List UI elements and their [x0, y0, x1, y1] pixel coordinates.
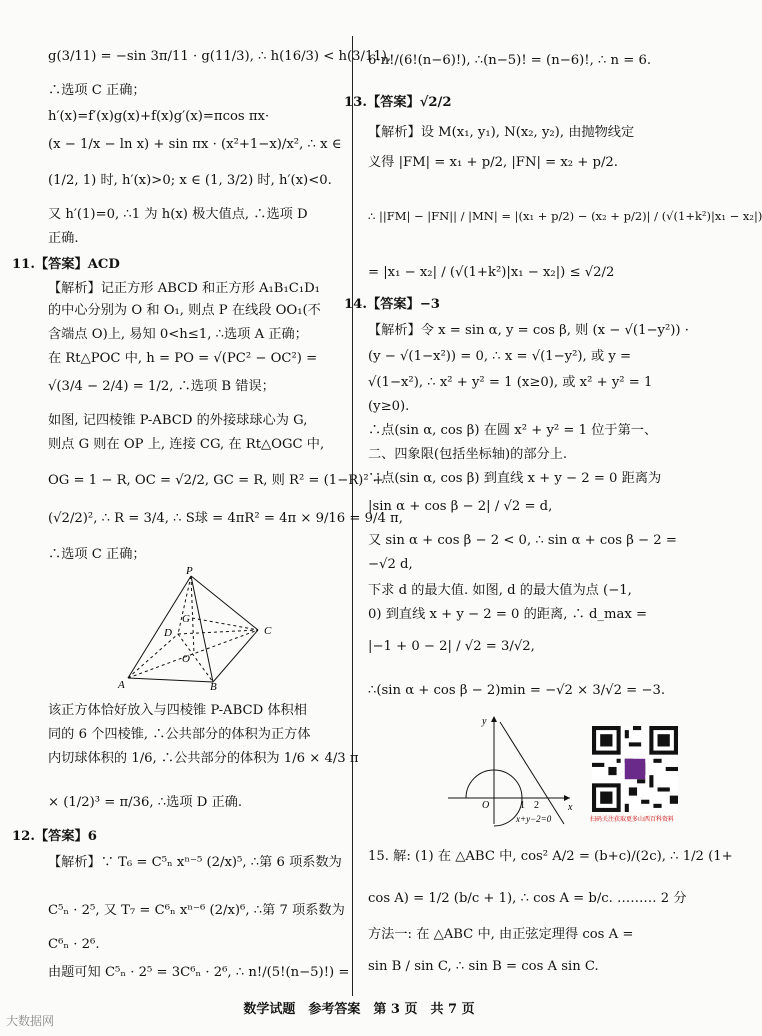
text-line: √(1−x²), ∴ x² + y² = 1 (x≥0), 或 x² + y² = 1 [368, 375, 653, 390]
fig-label-b: B [210, 681, 217, 693]
text-line: (y≥0). [368, 399, 410, 414]
text-line: 又 h′(1)=0, ∴1 为 h(x) 极大值点, ∴选项 D [48, 207, 308, 222]
text-line: C⁶ₙ · 2⁶. [48, 937, 100, 952]
text-line: = |x₁ − x₂| / (√(1+k²)|x₁ − x₂|) ≤ √2/2 [368, 265, 615, 280]
text-line: 【解析】设 M(x₁, y₁), N(x₂, y₂), 由抛物线定 [368, 125, 635, 140]
fig-label-a: A [118, 679, 125, 691]
text-line: √(3/4 − 2/4) = 1/2, ∴选项 B 错误； [48, 379, 275, 394]
text-line: 【解析】记正方形 ABCD 和正方形 A₁B₁C₁D₁ [48, 281, 320, 296]
text-line: cos A) = 1/2 (b/c + 1), ∴ cos A = b/c. ……… 2 分 [368, 891, 687, 906]
q12-answer-heading: 12.【答案】6 [12, 829, 97, 844]
text-line: ∴ ||FM| − |FN|| / |MN| = |(x₁ + p/2) − (x₂ + p/2)| / (√(1+k²)|x₁ − x₂|) [368, 209, 762, 223]
text-line: 含端点 O)上, 易知 0<h≤1, ∴选项 A 正确； [48, 327, 308, 342]
graph-label-x: x [568, 802, 573, 813]
watermark: 大数据网 [6, 1014, 55, 1028]
qr-code[interactable] [592, 726, 678, 812]
text-line: 同的 6 个四棱锥, ∴公共部分的体积为正方体 [48, 727, 311, 742]
text-line: (y − √(1−x²)) = 0, ∴ x = √(1−y²), 或 y = [368, 349, 632, 364]
text-line: (1/2, 1) 时, h′(x)>0; x ∈ (1, 3/2) 时, h′(x)<0. [48, 173, 332, 188]
text-line: 在 Rt△POC 中, h = PO = √(PC² − OC²) = [48, 351, 318, 366]
text-line: 方法一: 在 △ABC 中, 由正弦定理得 cos A = [368, 927, 634, 942]
text-line: 15. 解: (1) 在 △ABC 中, cos² A/2 = (b+c)/(2c), ∴ 1/2 (1+ [368, 849, 733, 864]
text-line: |sin α + cos β − 2| / √2 = d, [368, 499, 553, 514]
graph-label-one: 1 [520, 800, 525, 811]
text-line: |−1 + 0 − 2| / √2 = 3/√2, [368, 639, 535, 654]
text-line: 正确. [48, 231, 79, 246]
text-line: 0) 到直线 x + y − 2 = 0 的距离, ∴ d_max = [368, 607, 648, 622]
text-line: 二、四象限(包括坐标轴)的部分上. [368, 447, 568, 462]
text-line: h′(x)=f′(x)g(x)+f(x)g′(x)=πcos πx· [48, 109, 270, 124]
q14-answer-heading: 14.【答案】−3 [344, 297, 440, 312]
text-line: × (1/2)³ = π/36, ∴选项 D 正确. [48, 795, 243, 810]
text-line: 下求 d 的最大值. 如图, d 的最大值为点 (−1, [368, 583, 632, 598]
q13-answer-heading: 13.【答案】√2/2 [344, 95, 452, 110]
graph-label-two: 2 [534, 800, 539, 811]
text-line: 则点 G 则在 OP 上, 连接 CG, 在 Rt△OGC 中, [48, 437, 325, 452]
q11-answer-heading: 11.【答案】ACD [12, 257, 120, 272]
text-line: 义得 |FM| = x₁ + p/2, |FN| = x₂ + p/2. [368, 155, 618, 170]
text-line: C⁵ₙ · 2⁵, 又 T₇ = C⁶ₙ xⁿ⁻⁶ (2/x)⁶, ∴第 7 项系数为 [48, 903, 345, 918]
qr-code-icon [592, 726, 678, 812]
text-line: −√2 d, [368, 557, 413, 572]
text-line: ∴选项 C 正确； [48, 83, 146, 98]
pyramid-figure [118, 565, 348, 693]
fig-label-d: D [164, 627, 172, 639]
text-line: OG = 1 − R, OC = √2/2, GC = R, 则 R² = (1−R)² + [48, 473, 384, 488]
circle-line-graph [438, 712, 578, 830]
fig-label-o: O [182, 653, 190, 665]
text-line: 的中心分别为 O 和 O₁, 则点 P 在线段 OO₁(不 [48, 303, 321, 318]
text-line: 【解析】令 x = sin α, y = cos β, 则 (x − √(1−y²)) · [368, 323, 689, 338]
graph-label-line: x+y−2=0 [516, 814, 552, 824]
text-line: ∵点(sin α, cos β) 到直线 x + y − 2 = 0 距离为 [368, 471, 662, 486]
text-line: 该正方体恰好放入与四棱锥 P-ABCD 体积相 [48, 703, 307, 718]
graph-label-origin: O [482, 800, 490, 811]
fig-label-p: P [186, 565, 193, 577]
page-footer: 数学试题 参考答案 第 3 页 共 7 页 [243, 1002, 475, 1017]
text-line: 【解析】∵ T₆ = C⁵ₙ xⁿ⁻⁵ (2/x)⁵, ∴第 6 项系数为 [48, 855, 342, 870]
graph-label-y: y [482, 716, 487, 727]
text-line: (√2/2)², ∴ R = 3/4, ∴ S球 = 4πR² = 4π × 9/16 = 9/4 π, [48, 511, 403, 526]
text-line: 如图, 记四棱锥 P-ABCD 的外接球球心为 G, [48, 413, 308, 428]
text-line: (x − 1/x − ln x) + sin πx · (x²+1−x)/x², ∴ x ∈ [48, 137, 342, 152]
text-line: sin B / sin C, ∴ sin B = cos A sin C. [368, 959, 599, 974]
fig-label-c: C [264, 625, 272, 637]
qr-caption: 扫码关注获取更多山西百科资料 [590, 816, 675, 823]
text-line: ∴(sin α + cos β − 2)min = −√2 × 3/√2 = −3. [368, 683, 666, 698]
text-line: g(3/11) = −sin 3π/11 · g(11/3), ∴ h(16/3) < h(3/11), [48, 49, 392, 64]
text-line: 又 sin α + cos β − 2 < 0, ∴ sin α + cos β − 2 = [368, 533, 677, 548]
text-line: 内切球体积的 1/6, ∴公共部分的体积为 1/6 × 4/3 π [48, 751, 359, 766]
text-line: 由题可知 C⁵ₙ · 2⁵ = 3C⁶ₙ · 2⁶, ∴ n!/(5!(n−5)!) = [48, 965, 350, 980]
text-line: ∴选项 C 正确； [48, 547, 146, 562]
fig-label-g: G [182, 613, 190, 625]
text-line: ∴点(sin α, cos β) 在圆 x² + y² = 1 位于第一、 [368, 423, 658, 438]
text-line: 6·n!/(6!(n−6)!), ∴(n−5)! = (n−6)!, ∴ n = 6. [368, 53, 652, 68]
